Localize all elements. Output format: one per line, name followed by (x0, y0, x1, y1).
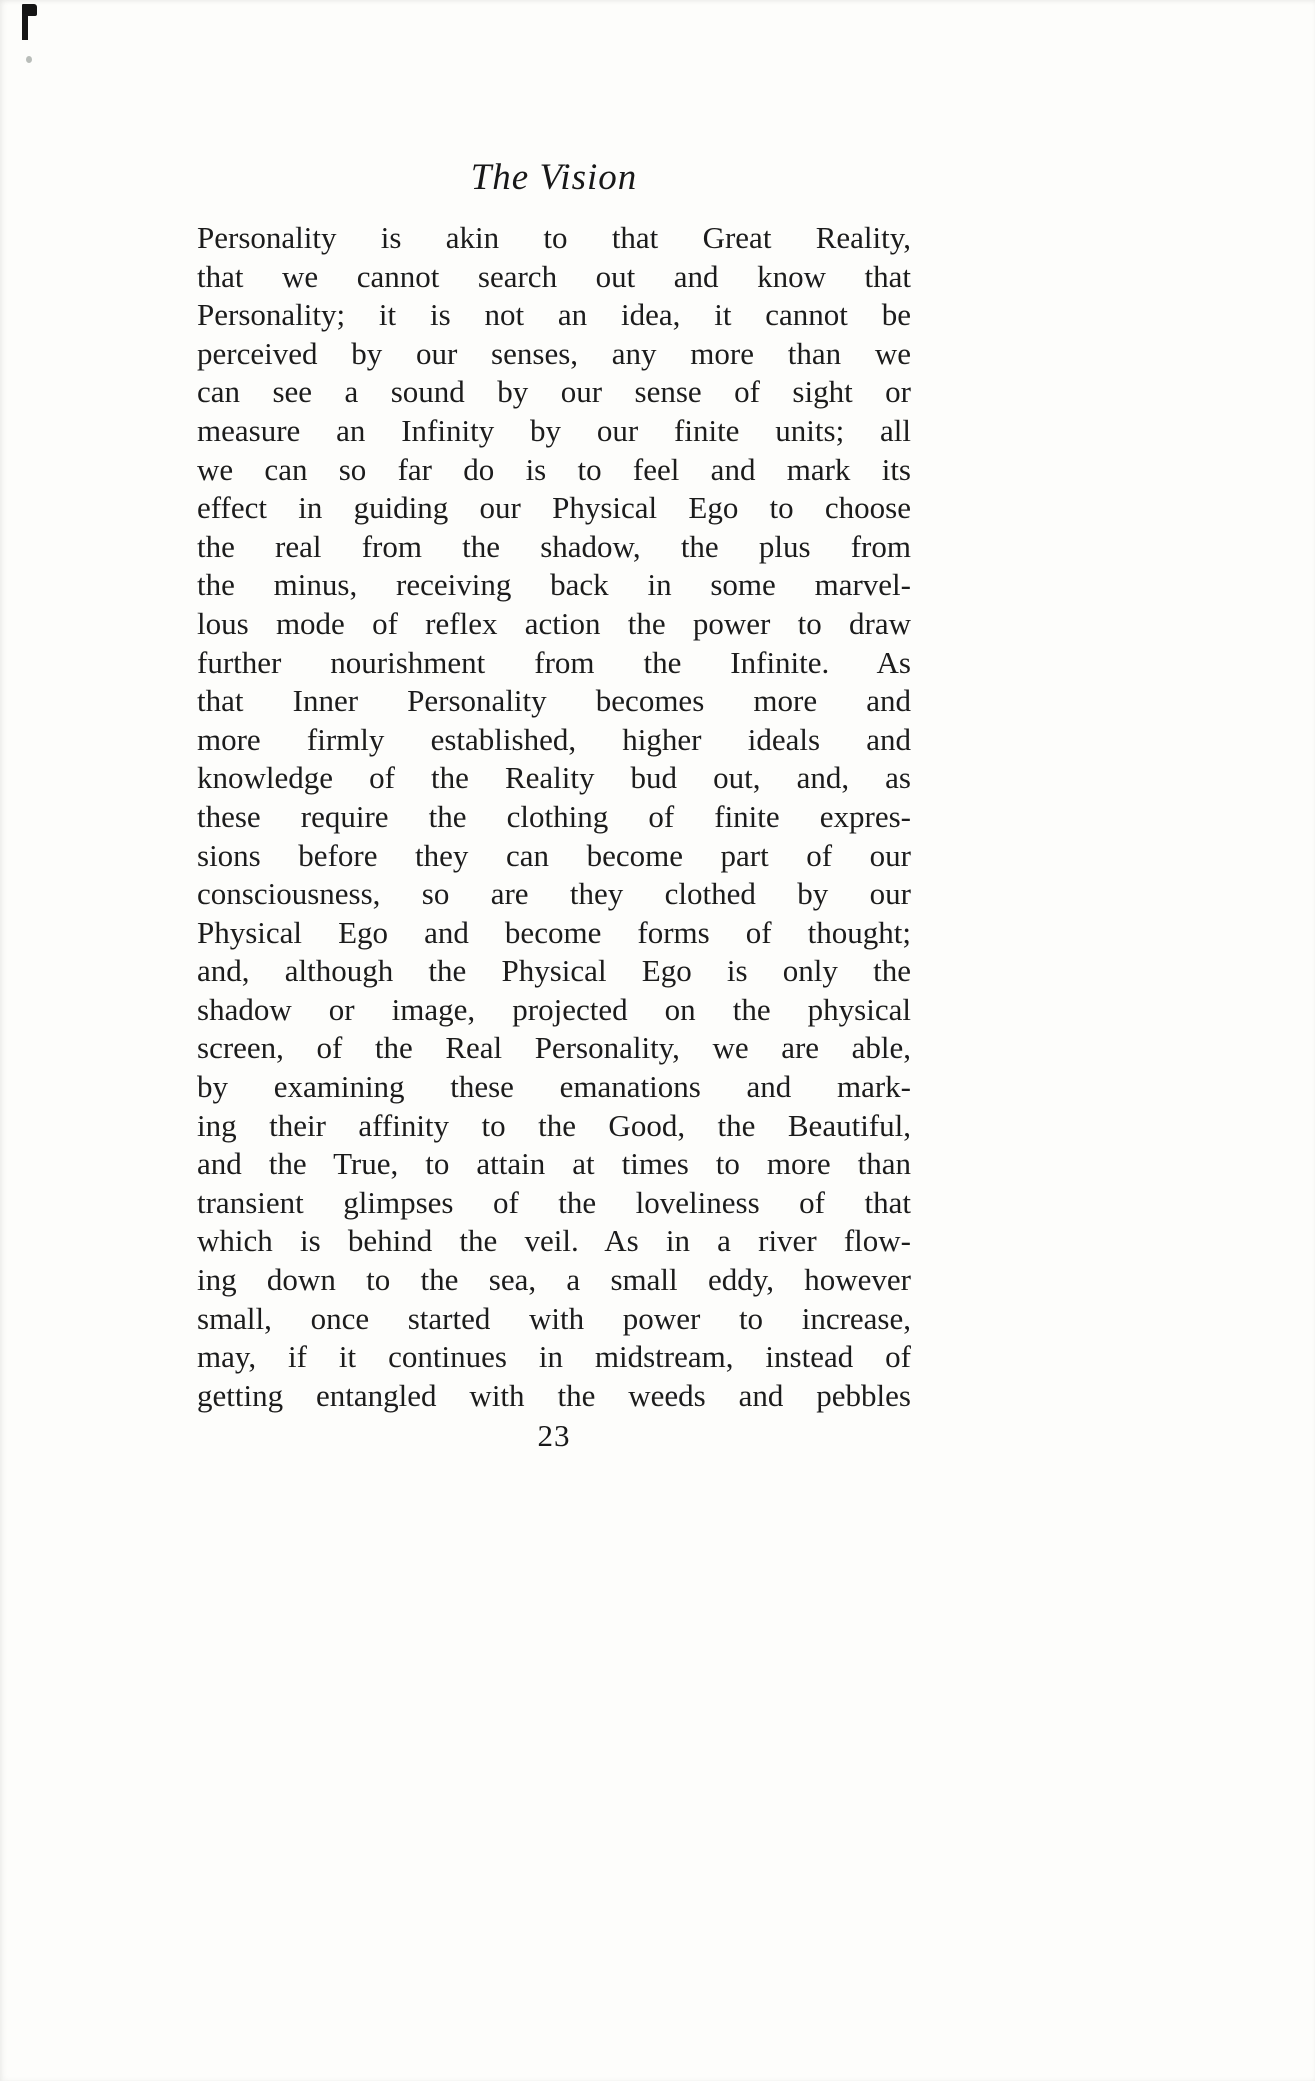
text-line: perceived by our senses, any more than we (197, 335, 911, 371)
page-title: The Vision (470, 157, 638, 198)
text-line: can see a sound by our sense of sight or (197, 374, 911, 410)
text-line: small, once started with power to increase, (197, 1300, 911, 1336)
text-line: the minus, receiving back in some marvel- (197, 567, 911, 603)
text-line: more firmly established, higher ideals and (197, 721, 911, 757)
print-artifact-stem (22, 14, 28, 40)
text-line: that we cannot search out and know that (197, 258, 911, 294)
text-line: transient glimpses of the loveliness of that (197, 1184, 911, 1220)
text-line: we can so far do is to feel and mark its (197, 451, 911, 487)
text-line: screen, of the Real Personality, we are able, (197, 1030, 911, 1066)
text-line: knowledge of the Reality bud out, and, as (197, 760, 911, 796)
text-line: may, if it continues in midstream, instead of (197, 1339, 911, 1375)
text-line: which is behind the veil. As in a river flow- (197, 1223, 911, 1259)
text-line: shadow or image, projected on the physical (197, 991, 911, 1027)
text-line: these require the clothing of finite expres- (197, 798, 911, 834)
text-line: consciousness, so are they clothed by our (197, 876, 911, 912)
text-line: and the True, to attain at times to more than (197, 1146, 911, 1182)
text-line: further nourishment from the Infinite. As (197, 644, 911, 680)
text-line: that Inner Personality becomes more and (197, 683, 911, 719)
page-number: 23 (537, 1418, 571, 1454)
text-line: lous mode of reflex action the power to draw (197, 605, 911, 641)
body-text (197, 219, 911, 1415)
text-line: Personality is akin to that Great Reality, (197, 220, 911, 255)
text-line: the real from the shadow, the plus from (197, 528, 911, 564)
print-artifact-speck (26, 56, 32, 63)
text-block (197, 156, 911, 1454)
text-line: and, although the Physical Ego is only the (197, 953, 911, 989)
text-line: ing their affinity to the Good, the Beautiful, (197, 1107, 911, 1143)
text-line: effect in guiding our Physical Ego to choose (197, 490, 911, 526)
text-line: getting entangled with the weeds and pebbles (197, 1377, 911, 1413)
text-line: measure an Infinity by our finite units; all (197, 412, 911, 448)
text-line: ing down to the sea, a small eddy, however (197, 1262, 911, 1298)
text-line: by examining these emanations and mark- (197, 1069, 911, 1105)
text-line: sions before they can become part of our (197, 837, 911, 873)
text-line: Physical Ego and become forms of thought; (197, 914, 911, 950)
print-artifact (22, 4, 40, 46)
text-line: Personality; it is not an idea, it cannot be (197, 297, 911, 333)
